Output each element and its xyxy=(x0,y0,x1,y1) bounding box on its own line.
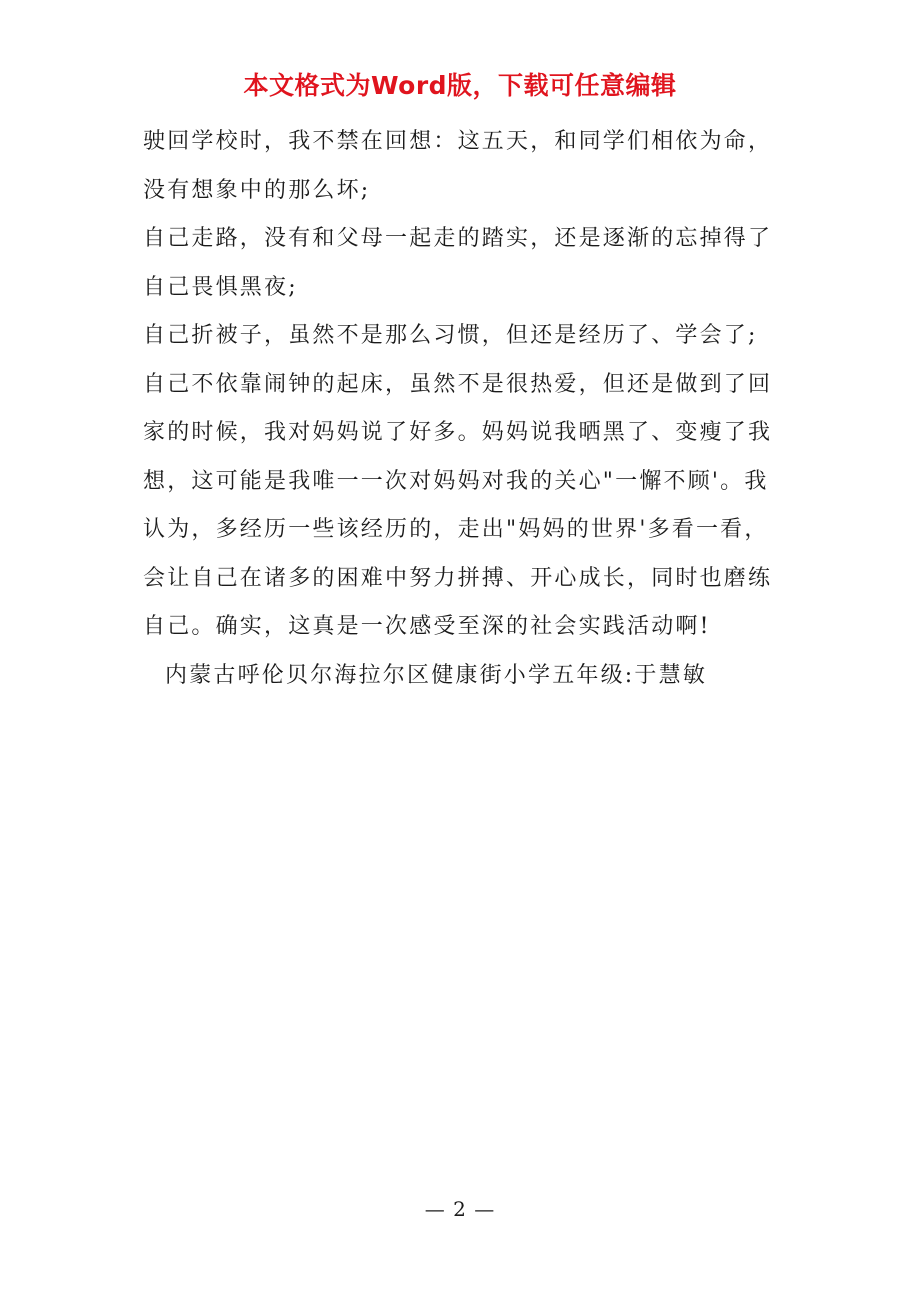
body-line: 自己畏惧黑夜; xyxy=(143,274,298,300)
editable-format-banner: 本文格式为Word版，下载可任意编辑 xyxy=(243,71,677,100)
body-line: 会让自己在诸多的困难中努力拼搏、开心成长，同时也磨练 xyxy=(143,565,773,591)
body-line: 驶回学校时，我不禁在回想：这五天，和同学们相依为命， xyxy=(143,129,773,154)
body-line: 自己。确实，这真是一次感受至深的社会实践活动啊! xyxy=(143,614,711,639)
body-line: 自己走路，没有和父母一起走的踏实，还是逐渐的忘掉得了 xyxy=(143,226,773,251)
essay-body xyxy=(143,118,808,700)
body-line: 自己折被子，虽然不是那么习惯，但还是经历了、学会了; xyxy=(143,323,758,348)
body-line: 家的时候，我对妈妈说了好多。妈妈说我晒黑了、变瘦了我 xyxy=(143,420,773,445)
page-number: — 2 — xyxy=(424,1197,496,1221)
author-signature: 内蒙古呼伦贝尔海拉尔区健康街小学五年级:于慧敏 xyxy=(165,662,708,688)
body-line: 想，这可能是我唯一一次对妈妈对我的关心"一懈不顾'。我 xyxy=(143,468,769,494)
body-line: 自己不依靠闹钟的起床，虽然不是很热爱，但还是做到了回 xyxy=(143,371,773,397)
body-line: 没有想象中的那么坏; xyxy=(143,177,371,203)
body-line: 认为，多经历一些该经历的，走出"妈妈的世界'多看一看， xyxy=(143,517,769,542)
